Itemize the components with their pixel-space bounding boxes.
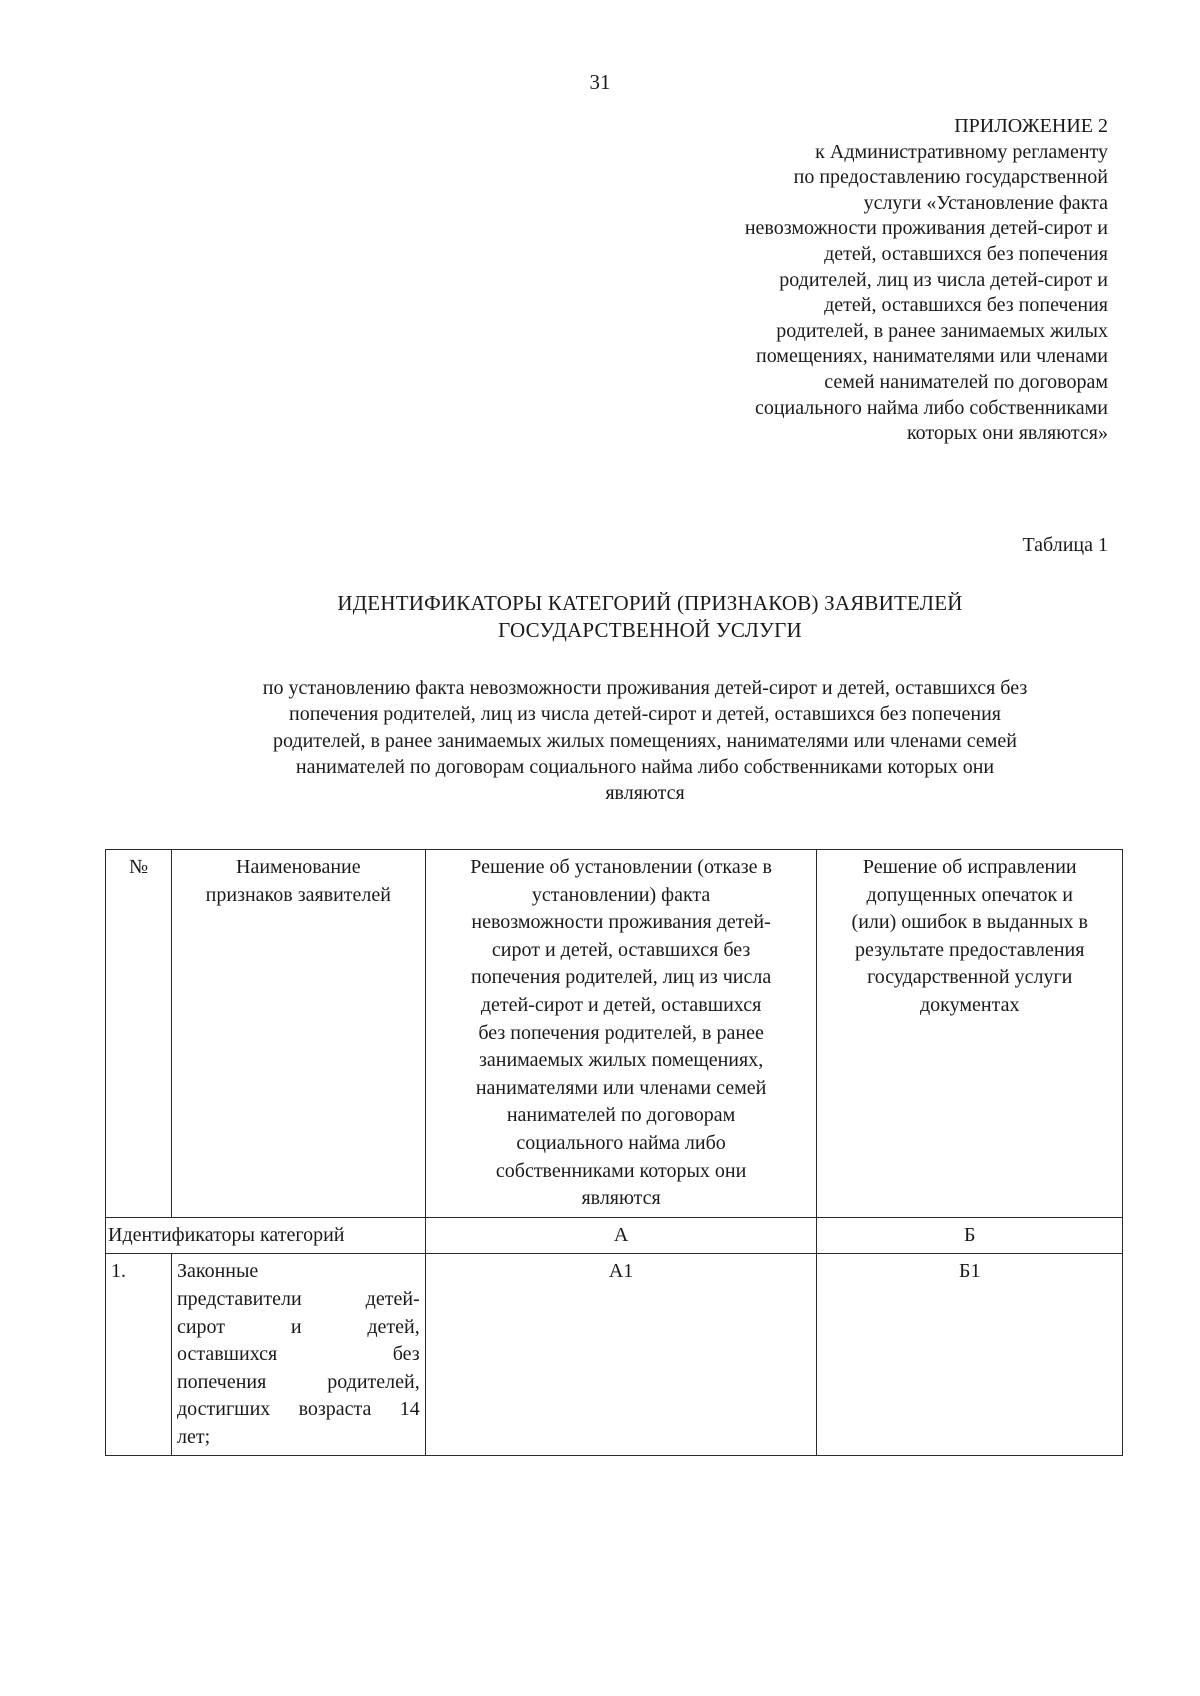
row-name-word: 14 (399, 1398, 420, 1421)
appendix-line: социального найма либо собственниками (754, 396, 1108, 419)
row-b: Б1 (817, 1254, 1123, 1456)
header-a-line: социального найма либо (516, 1131, 726, 1154)
category-b: Б (817, 1217, 1123, 1254)
row-name-word: без (392, 1343, 420, 1366)
header-a-line: невозможности проживания детей- (471, 911, 771, 934)
appendix-line: детей, оставшихся без попечения (824, 242, 1108, 265)
title-line: ГОСУДАРСТВЕННОЙ УСЛУГИ (498, 618, 802, 642)
header-a-line: установлении) факта (531, 883, 711, 906)
title-line: ИДЕНТИФИКАТОРЫ КАТЕГОРИЙ (ПРИЗНАКОВ) ЗАЯВИТЕЛЕЙ (337, 591, 963, 615)
appendix-line: услуги «Установление факта (863, 191, 1108, 214)
row-name-line (177, 1424, 420, 1452)
subtitle-line: родителей, в ранее занимаемых жилых помещениях, нанимателями или членами семей (273, 729, 1017, 752)
row-name-line (177, 1341, 420, 1369)
row-name-word: детей, (367, 1315, 420, 1338)
category-a: А (425, 1217, 817, 1254)
appendix-line: к Административному регламенту (815, 140, 1108, 163)
appendix-line: ПРИЛОЖЕНИЕ 2 (954, 115, 1108, 137)
row-name-word: попечения (176, 1370, 267, 1393)
row-name-word: и (290, 1315, 302, 1338)
identifiers-table (105, 849, 1123, 1456)
row-name-word: родителей, (327, 1370, 420, 1393)
header-b-line: результате предоставления (855, 938, 1085, 961)
header-a-line: попечения родителей, лиц из числа (470, 966, 772, 989)
header-decision-b (817, 850, 1123, 1218)
header-a-line: сирот и детей, оставшихся без (491, 938, 751, 961)
header-b-line: (или) ошибок в выданных в (851, 911, 1088, 934)
header-num: № (106, 850, 172, 1218)
row-name-line (177, 1314, 420, 1342)
page-number: 31 (589, 70, 611, 94)
header-a-line: являются (581, 1187, 661, 1210)
header-b-line: допущенных опечаток и (866, 883, 1073, 906)
appendix-line: родителей, в ранее занимаемых жилых (776, 319, 1108, 342)
row-num: 1. (106, 1254, 172, 1456)
row-name-line (177, 1258, 420, 1286)
category-label: Идентификаторы категорий (106, 1217, 426, 1254)
row-name-word: детей- (365, 1287, 420, 1310)
appendix-line: детей, оставшихся без попечения (824, 294, 1108, 317)
subtitle-line: нанимателей по договорам социального найма либо собственниками которых они (295, 755, 995, 778)
row-name-line (177, 1369, 420, 1397)
document-subtitle (160, 675, 1130, 806)
header-b-line: документах (920, 993, 1020, 1016)
appendix-line: помещениях, нанимателями или членами (755, 345, 1108, 368)
row-a: А1 (425, 1254, 817, 1456)
subtitle-line: по установлению факта невозможности проживания детей-сирот и детей, оставшихся без (262, 677, 1028, 699)
subtitle-line: попечения родителей, лиц из числа детей-сирот и детей, оставшихся без попечения (288, 703, 1001, 726)
header-a-line: без попечения родителей, в ранее (478, 1021, 764, 1044)
header-a-line: собственниками которых они (495, 1159, 747, 1182)
appendix-line: семей нанимателей по договорам (824, 370, 1108, 393)
appendix-header (648, 114, 1108, 447)
row-name-word: достигших (176, 1398, 271, 1421)
header-name (171, 850, 425, 1218)
table-header-row (106, 850, 1123, 1218)
header-name-line: признаков заявителей (205, 883, 391, 906)
document-title (0, 590, 1200, 644)
header-a-line: занимаемых жилых помещениях, (478, 1049, 764, 1072)
appendix-line: родителей, лиц из числа детей-сирот и (779, 268, 1108, 291)
header-a-line: нанимателями или членами семей (475, 1076, 767, 1099)
header-b-line: государственной услуги (867, 966, 1073, 989)
appendix-line: по предоставлению государственной (793, 166, 1108, 189)
row-name-line (177, 1396, 420, 1424)
header-decision-a (425, 850, 817, 1218)
row-name-word: сирот (176, 1315, 226, 1338)
row-name (171, 1254, 425, 1456)
row-name-word: оставшихся (176, 1343, 278, 1366)
appendix-line: которых они являются» (906, 422, 1108, 445)
table-row (106, 1254, 1123, 1456)
row-name-word: возраста (298, 1398, 372, 1421)
row-name-word: лет; (176, 1425, 211, 1448)
row-name-word: представители (176, 1287, 302, 1310)
category-identifiers-row (106, 1217, 1123, 1254)
row-name-word: Законные (176, 1260, 259, 1283)
header-a-line: нанимателей по договорам (506, 1104, 736, 1127)
header-a-line: Решение об установлении (отказе в (470, 856, 772, 878)
header-b-line: Решение об исправлении (862, 856, 1077, 878)
header-name-line: Наименование (236, 856, 361, 878)
subtitle-line: являются (605, 782, 685, 805)
appendix-line: невозможности проживания детей-сирот и (744, 217, 1108, 240)
row-name-line (177, 1286, 420, 1314)
header-a-line: детей-сирот и детей, оставшихся (480, 993, 762, 1016)
table-label: Таблица 1 (1022, 534, 1108, 556)
